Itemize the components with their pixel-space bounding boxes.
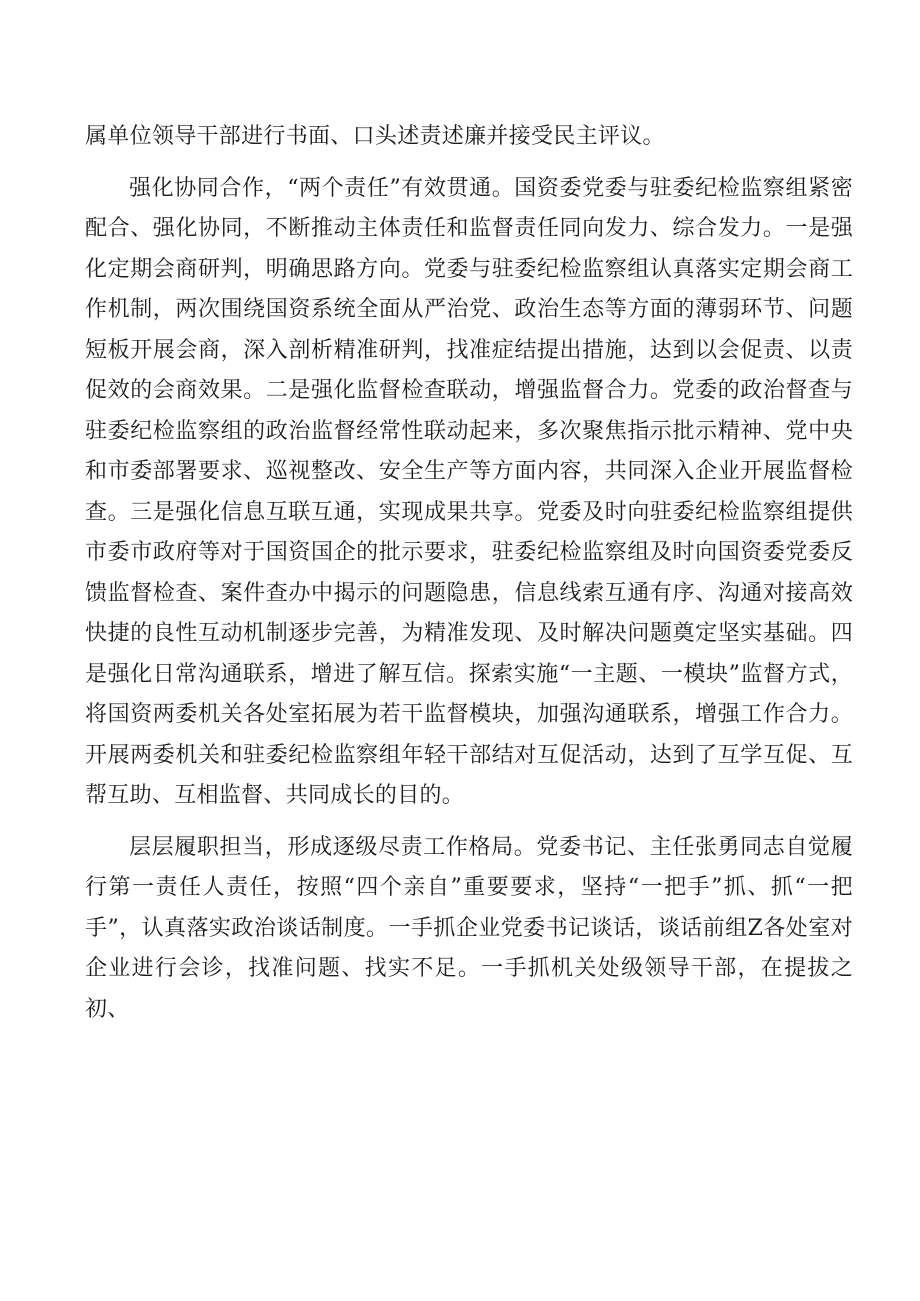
document-body: [85, 117, 853, 1041]
paragraph-1: 属单位领导干部进行书面、口头述责述廉并接受民主评议。: [85, 124, 665, 149]
paragraph-2: 强化协同合作，“两个责任”有效贯通。国资委党委与驻委纪检监察组紧密配合、强化协同，不断推动主体责任和监督责任同向发力、综合发力。一是强化定期会商研判，明确思路方向。党委与驻委纪检监察组认真落实定期会商工作机制，两次围绕国资系统全面从严治党、政治生态等方面的薄弱环节、问题短板开展会商，深入剖析精准研判，找准症结提出措施，达到以会促责、以责促效的会商效果。二是强化监督检查联动，增强监督合力。党委的政治督查与驻委纪检监察组的政治监督经常性联动起来，多次聚焦指示批示精神、党中央和市委部署要求、巡视整改、安全生产等方面内容，共同深入企业开展监督检查。三是强化信息互联互通，实现成果共享。党委及时向驻委纪检监察组提供市委市政府等对于国资国企的批示要求，驻委纪检监察组及时向国资委党委反馈监督检查、案件查办中揭示的问题隐患，信息线索互通有序、沟通对接高效快捷的良性互动机制逐步完善，为精准发现、及时解决问题奠定坚实基础。四是强化日常沟通联系，增进了解互信。探索实施“一主题、一模块”监督方式，将国资两委机关各处室拓展为若干监督模块，加强沟通联系，增强工作合力。开展两委机关和驻委纪检监察组年轻干部结对互促活动，达到了互学互促、互帮互助、互相监督、共同成长的目的。: [85, 175, 853, 808]
paragraph-3: 层层履职担当，形成逐级尽责工作格局。党委书记、主任张勇同志自觉履行第一责任人责任，按照“四个亲自”重要要求，坚持“一把手”抓、抓“一把手”，认真落实政治谈话制度。一手抓企业党委书记谈话，谈话前组Z各处室对企业进行会诊，找准问题、找实不足。一手抓机关处级领导干部，在提拔之初、: [85, 834, 853, 1022]
